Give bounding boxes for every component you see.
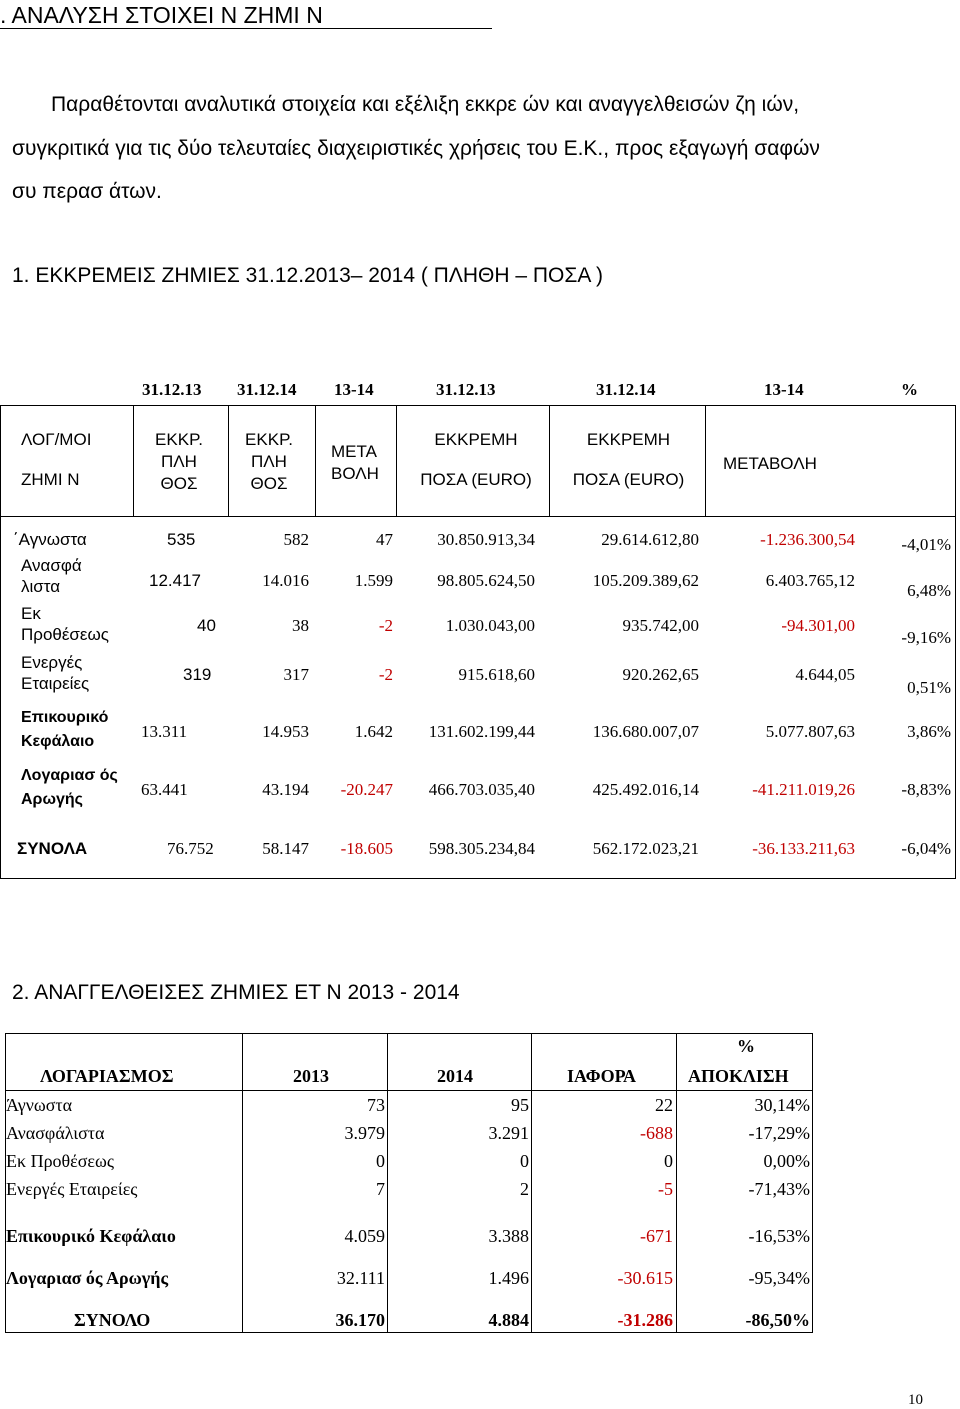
t1-row-label: Ενεργές Εταιρείες bbox=[21, 653, 90, 693]
t1-cell: 136.680.007,07 bbox=[592, 722, 699, 741]
t1-cell: 319 bbox=[183, 665, 212, 684]
t1-cell: 0,51% bbox=[907, 678, 951, 697]
t1-cell: 13.311 bbox=[141, 722, 188, 741]
t1-col-divider bbox=[396, 406, 397, 516]
t1-header-count-13: ΕΚΚΡ. ΠΛΗ ΘΟΣ bbox=[155, 430, 203, 493]
t1-cell: 920.262,65 bbox=[622, 665, 699, 684]
t1-cell: 38 bbox=[292, 616, 309, 635]
t1-total-cell: -36.133.211,63 bbox=[752, 839, 855, 858]
t1-cell: -94.301,00 bbox=[781, 616, 855, 635]
t2-cell: 22 bbox=[655, 1095, 673, 1115]
t1-col-divider bbox=[549, 406, 550, 516]
t1-row-label: Λογαριασ ός Αρωγής bbox=[21, 767, 118, 808]
heading-underline bbox=[0, 28, 492, 29]
t1-cell: 582 bbox=[283, 530, 309, 549]
t1-cell: 6,48% bbox=[907, 581, 951, 600]
section1-title: 1. ΕΚΚΡΕΜΕΙΣ ΖΗΜΙΕΣ 31.12.2013– 2014 ( ΠΛΗΘΗ – ΠΟΣΑ ) bbox=[12, 264, 604, 287]
t2-cell: 95 bbox=[511, 1095, 529, 1115]
t2-total-cell: 4.884 bbox=[488, 1310, 529, 1330]
t2-header-deviation: ΑΠΟΚΛΙΣΗ bbox=[688, 1066, 789, 1086]
intro-line-2: συγκριτικά για τις δύο τελευταίες διαχειριστικές χρήσεις του Ε.Κ., προς εξαγωγή σαφών bbox=[12, 137, 820, 160]
t1-total-cell: 76.752 bbox=[167, 839, 214, 858]
t1-cell: 63.441 bbox=[141, 780, 188, 799]
t2-cell: 3.979 bbox=[344, 1123, 385, 1143]
t2-col-divider bbox=[676, 1034, 677, 1332]
t2-cell: -30.615 bbox=[617, 1268, 673, 1288]
t2-cell: 0 bbox=[664, 1151, 673, 1171]
t2-cell: 2 bbox=[520, 1179, 529, 1199]
t2-cell: 0,00% bbox=[763, 1151, 810, 1171]
t1-header-change-amount: ΜΕΤΑΒΟΛΗ bbox=[723, 454, 817, 473]
t1-cell: -1.236.300,54 bbox=[760, 530, 855, 549]
t1-top-label: % bbox=[901, 380, 918, 399]
t1-header-accounts: ΛΟΓ/ΜΟΙ ΖΗΜΙ Ν bbox=[21, 430, 92, 489]
t2-cell: -71,43% bbox=[748, 1179, 810, 1199]
t1-cell: 1.599 bbox=[354, 571, 393, 590]
t1-cell: 1.030.043,00 bbox=[445, 616, 535, 635]
t1-total-cell: -6,04% bbox=[901, 839, 951, 858]
section2-title: 2. ΑΝΑΓΓΕΛΘΕΙΣΕΣ ΖΗΜΙΕΣ ΕΤ Ν 2013 - 2014 bbox=[12, 981, 460, 1004]
t1-total-label: ΣΥΝΟΛΑ bbox=[17, 839, 88, 858]
t1-cell: 535 bbox=[167, 530, 196, 549]
page-heading: . ΑΝΑΛΥΣΗ ΣΤΟΙΧΕΙ Ν ΖΗΜΙ Ν bbox=[0, 2, 323, 28]
t2-cell: 7 bbox=[376, 1179, 385, 1199]
t2-total-label: ΣΥΝΟΛΟ bbox=[74, 1310, 151, 1330]
reported-claims-table bbox=[5, 1033, 813, 1333]
t2-col-divider bbox=[242, 1034, 243, 1332]
t1-cell: 14.016 bbox=[262, 571, 309, 590]
t1-cell: 98.805.624,50 bbox=[437, 571, 535, 590]
t1-top-label: 31.12.14 bbox=[596, 380, 656, 399]
t1-cell: 466.703.035,40 bbox=[428, 780, 535, 799]
t1-cell: -4,01% bbox=[901, 535, 951, 554]
t1-total-cell: 562.172.023,21 bbox=[592, 839, 699, 858]
t2-col-divider bbox=[531, 1034, 532, 1332]
t2-total-cell: -31.286 bbox=[617, 1310, 673, 1330]
t2-row-label: Ενεργές Εταιρείες bbox=[6, 1179, 138, 1199]
pending-claims-table bbox=[0, 405, 956, 879]
t1-cell: 12.417 bbox=[149, 571, 201, 590]
t2-cell: -16,53% bbox=[748, 1226, 810, 1246]
t1-cell: -2 bbox=[378, 616, 393, 635]
t2-header-2014: 2014 bbox=[437, 1066, 473, 1086]
t1-top-label: 31.12.13 bbox=[436, 380, 496, 399]
t1-cell: 935.742,00 bbox=[622, 616, 699, 635]
t1-cell: 3,86% bbox=[907, 722, 951, 741]
t1-cell: 5.077.807,63 bbox=[765, 722, 855, 741]
t2-total-cell: 36.170 bbox=[335, 1310, 385, 1330]
t1-cell: 30.850.913,34 bbox=[437, 530, 535, 549]
t1-cell: 915.618,60 bbox=[458, 665, 535, 684]
t2-cell: 32.111 bbox=[336, 1268, 385, 1288]
t1-col-divider bbox=[315, 406, 316, 516]
t2-header-difference: ΙΑΦΟΡΑ bbox=[567, 1066, 636, 1086]
t1-header-change: ΜΕΤΑ ΒΟΛΗ bbox=[331, 442, 379, 483]
t2-cell: 1.496 bbox=[488, 1268, 529, 1288]
t2-row-label: Εκ Προθέσεως bbox=[6, 1151, 114, 1171]
t1-cell: 14.953 bbox=[262, 722, 309, 741]
t1-cell: 317 bbox=[283, 665, 309, 684]
t1-cell: 131.602.199,44 bbox=[428, 722, 535, 741]
t1-cell: -9,16% bbox=[901, 628, 951, 647]
t1-cell: 6.403.765,12 bbox=[765, 571, 855, 590]
t2-cell: 0 bbox=[376, 1151, 385, 1171]
t1-cell: 43.194 bbox=[262, 780, 309, 799]
t1-col-divider bbox=[133, 406, 134, 516]
t1-header-amount-14: ΕΚΚΡΕΜΗ ΠΟΣΑ (EURO) bbox=[572, 430, 685, 489]
t2-cell: -688 bbox=[640, 1123, 673, 1143]
t2-header-percent-sign: % bbox=[737, 1036, 755, 1056]
t1-total-cell: -18.605 bbox=[340, 839, 393, 858]
t1-top-label: 31.12.13 bbox=[142, 380, 202, 399]
t2-row-label: Λογαριασ ός Αρωγής bbox=[6, 1268, 169, 1288]
t2-cell: 3.388 bbox=[488, 1226, 529, 1246]
t2-cell: 3.291 bbox=[488, 1123, 529, 1143]
t1-top-label: 31.12.14 bbox=[237, 380, 297, 399]
t1-cell: 105.209.389,62 bbox=[592, 571, 699, 590]
t2-header-2013: 2013 bbox=[293, 1066, 329, 1086]
t2-cell: 0 bbox=[520, 1151, 529, 1171]
t2-cell: -671 bbox=[640, 1226, 673, 1246]
t1-header-count-14: ΕΚΚΡ. ΠΛΗ ΘΟΣ bbox=[245, 430, 293, 493]
t2-cell: 30,14% bbox=[754, 1095, 810, 1115]
t1-cell: 1.642 bbox=[354, 722, 393, 741]
page-number: 10 bbox=[908, 1392, 923, 1408]
intro-line-3: συ περασ άτων. bbox=[12, 180, 162, 203]
t2-header-account: ΛΟΓΑΡΙΑΣΜΟΣ bbox=[40, 1066, 174, 1086]
t1-cell: -41.211.019,26 bbox=[752, 780, 855, 799]
t2-row-label: Ανασφάλιστα bbox=[6, 1123, 105, 1143]
t2-cell: 73 bbox=[367, 1095, 385, 1115]
t1-total-cell: 58.147 bbox=[262, 839, 309, 858]
t2-cell: 4.059 bbox=[344, 1226, 385, 1246]
intro-line-1: Παραθέτονται αναλυτικά στοιχεία και εξέλιξη εκκρε ών και αναγγελθεισών ζη ιών, bbox=[51, 93, 800, 116]
t1-col-divider bbox=[705, 406, 706, 516]
t1-cell: 4.644,05 bbox=[795, 665, 855, 684]
t1-row-label: Εκ Προθέσεως bbox=[21, 604, 109, 644]
t1-total-cell: 598.305.234,84 bbox=[428, 839, 535, 858]
t1-header-separator bbox=[1, 516, 955, 517]
t2-row-label: Άγνωστα bbox=[6, 1095, 73, 1115]
t2-row-label: Επικουρικό Κεφάλαιο bbox=[6, 1226, 176, 1246]
t1-top-label: 13-14 bbox=[334, 380, 374, 399]
t1-cell: -2 bbox=[378, 665, 393, 684]
t1-top-label: 13-14 bbox=[764, 380, 804, 399]
t2-total-cell: -86,50% bbox=[745, 1310, 810, 1330]
t1-header-amount-13: ΕΚΚΡΕΜΗ ΠΟΣΑ (EURO) bbox=[420, 430, 532, 489]
t2-col-divider bbox=[387, 1034, 388, 1332]
t2-cell: -95,34% bbox=[748, 1268, 810, 1288]
t1-row-label: Επικουρικό Κεφάλαιο bbox=[21, 709, 109, 750]
t1-cell: 47 bbox=[376, 530, 393, 549]
t1-cell: 29.614.612,80 bbox=[601, 530, 699, 549]
t1-row-label: ΄Αγνωστα bbox=[13, 530, 87, 549]
t1-row-label: Ανασφά λιστα bbox=[21, 556, 82, 596]
t1-cell: 40 bbox=[197, 616, 216, 635]
t2-cell: -17,29% bbox=[748, 1123, 810, 1143]
t1-cell: -20.247 bbox=[340, 780, 393, 799]
t1-col-divider bbox=[228, 406, 229, 516]
t2-header-separator bbox=[6, 1090, 812, 1091]
t2-cell: -5 bbox=[658, 1179, 673, 1199]
t1-cell: 425.492.016,14 bbox=[592, 780, 699, 799]
t1-cell: -8,83% bbox=[901, 780, 951, 799]
